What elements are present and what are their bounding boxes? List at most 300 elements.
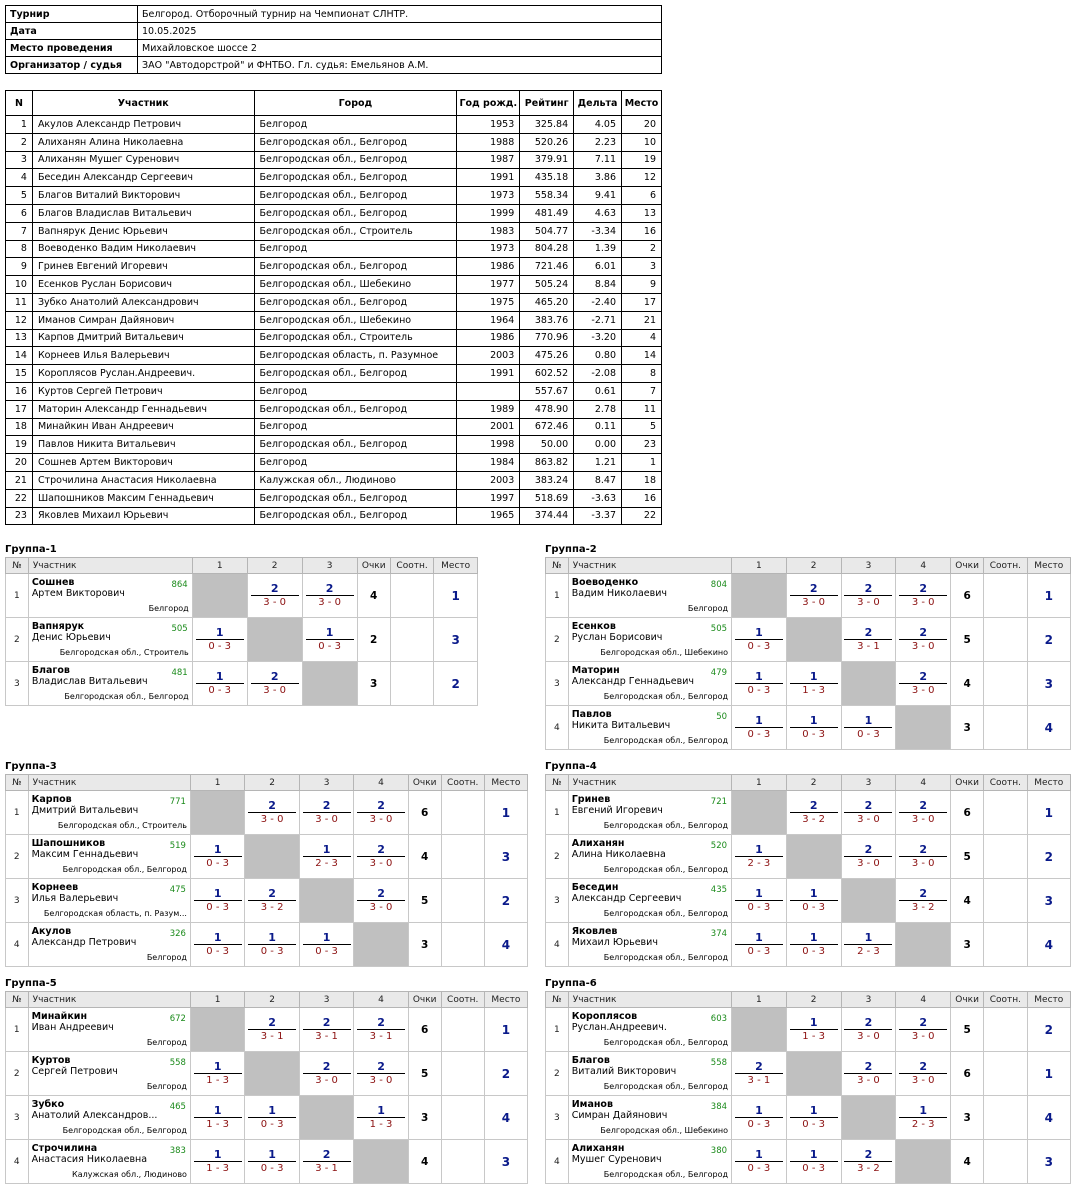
participant-cell: 1965: [457, 507, 520, 525]
col-n-header: №: [6, 558, 29, 574]
match-points: 1: [303, 931, 351, 945]
match-result: [732, 706, 787, 750]
player-name: Анастасия Николаевна: [31, 1154, 148, 1165]
player-city: Белгород: [146, 1082, 187, 1091]
participant-cell: 11: [622, 400, 662, 418]
col-opponent-header: 1: [190, 775, 244, 791]
result-box: [844, 1060, 892, 1087]
player-name: Анатолий Александров...: [31, 1110, 158, 1121]
participant-cell: Калужская обл., Людиново: [254, 471, 457, 489]
player-city: Белгород: [148, 604, 189, 613]
participant-cell: 770.96: [520, 329, 574, 347]
self-cell: [841, 662, 896, 706]
col-n-header: №: [546, 775, 569, 791]
col-n-header: №: [546, 558, 569, 574]
match-result: [841, 835, 896, 879]
player-number: 3: [546, 662, 569, 706]
group-player-row: [546, 1140, 1071, 1184]
participant-cell: Есенков Руслан Борисович: [32, 276, 254, 294]
player-rating: 519: [169, 841, 186, 851]
participant-row: [6, 471, 662, 489]
match-score: 1 - 3: [206, 1119, 229, 1130]
participant-cell: 0.61: [574, 382, 622, 400]
player-surname: Благов: [31, 665, 70, 676]
info-row: [6, 6, 662, 23]
participant-cell: Благов Виталий Викторович: [32, 187, 254, 205]
ratio-cell: [984, 1008, 1027, 1052]
participant-cell: 9: [6, 258, 33, 276]
match-result: [841, 1140, 896, 1184]
self-cell: [245, 1052, 299, 1096]
match-score: 3 - 0: [911, 814, 935, 825]
participant-cell: 504.77: [520, 222, 574, 240]
ratio-cell: [441, 879, 484, 923]
col-opponent-header: 3: [302, 558, 357, 574]
player-city: Белгородская обл., Белгород: [603, 909, 729, 918]
match-result: [896, 879, 951, 923]
participant-cell: 475.26: [520, 347, 574, 365]
total-points: 3: [408, 1096, 441, 1140]
participant-cell: 17: [622, 293, 662, 311]
player-name: Артем Викторович: [31, 588, 125, 599]
final-place: 2: [484, 879, 527, 923]
result-box: [735, 714, 783, 741]
participants-table: [5, 90, 662, 525]
participant-cell: 8.47: [574, 471, 622, 489]
result-box: [357, 843, 405, 870]
match-result: [786, 706, 841, 750]
participant-cell: Воеводенко Вадим Николаевич: [32, 240, 254, 258]
player-rating: 50: [716, 712, 728, 722]
match-result: [786, 879, 841, 923]
match-score: 3 - 1: [260, 1031, 284, 1042]
participant-cell: 4: [6, 169, 33, 187]
group-1: [5, 543, 478, 706]
match-result: [190, 923, 244, 967]
group-player-row: [546, 923, 1071, 967]
participant-cell: 3.86: [574, 169, 622, 187]
match-score: 3 - 0: [857, 1031, 880, 1042]
result-box: [303, 1060, 351, 1087]
ratio-cell: [984, 1096, 1027, 1140]
participant-row: [6, 400, 662, 418]
total-points: 3: [951, 923, 984, 967]
result-box: [844, 626, 892, 653]
result-box: [735, 887, 783, 914]
col-opponent-header: 4: [896, 775, 951, 791]
col-opponent-header: 2: [247, 558, 302, 574]
participant-cell: 383.76: [520, 311, 574, 329]
participants-header-row: [6, 91, 662, 116]
participant-row: [6, 116, 662, 134]
player-rating: 864: [171, 580, 188, 590]
player-surname: Корнеев: [31, 882, 79, 893]
participant-cell: Павлов Никита Витальевич: [32, 436, 254, 454]
match-points: 1: [248, 931, 296, 945]
player-surname: Беседин: [571, 882, 619, 893]
participant-cell: 2: [6, 133, 33, 151]
match-points: 2: [899, 1016, 947, 1030]
match-points: 1: [194, 843, 242, 857]
match-score: 3 - 0: [911, 1031, 935, 1042]
participant-cell: Белгородская обл., Белгород: [254, 365, 457, 383]
match-points: 2: [306, 582, 354, 596]
match-result: [896, 618, 951, 662]
group-title: Группа-1: [5, 544, 57, 555]
match-result: [786, 574, 841, 618]
participant-cell: 20: [6, 454, 33, 472]
match-score: 3 - 0: [857, 597, 880, 608]
player-name: Вадим Николаевич: [571, 588, 667, 599]
participant-cell: Белгород: [254, 454, 457, 472]
group-table: [545, 557, 1071, 750]
match-score: 3 - 0: [911, 858, 935, 869]
player-city: Белгородская обл., Белгород: [603, 736, 729, 745]
final-place: 1: [1027, 574, 1070, 618]
result-box: [790, 1104, 838, 1131]
player-number: 2: [6, 835, 29, 879]
result-box: [899, 843, 947, 870]
self-cell: [896, 923, 951, 967]
player-rating: 505: [171, 624, 188, 634]
match-score: 3 - 0: [911, 685, 935, 696]
ratio-cell: [441, 791, 484, 835]
match-points: 1: [790, 670, 838, 684]
participant-cell: Белгородская обл., Белгород: [254, 507, 457, 525]
participant-cell: Минайкин Иван Андреевич: [32, 418, 254, 436]
match-score: 0 - 3: [208, 641, 232, 652]
player-surname: Маторин: [571, 665, 620, 676]
col-points-header: Очки: [951, 558, 984, 574]
player-rating: 383: [169, 1146, 186, 1156]
player-cell: [28, 574, 192, 618]
participant-cell: 1984: [457, 454, 520, 472]
col-opponent-header: 4: [896, 558, 951, 574]
match-points: 1: [196, 626, 244, 640]
player-rating: 435: [710, 885, 728, 895]
match-points: 1: [194, 931, 242, 945]
match-score: 3 - 2: [911, 902, 935, 913]
final-place: 4: [1027, 923, 1070, 967]
participant-cell: 8: [6, 240, 33, 258]
result-box: [844, 1016, 892, 1043]
player-surname: Зубко: [31, 1099, 65, 1110]
col-opponent-header: 3: [299, 775, 353, 791]
match-points: 2: [844, 1148, 892, 1162]
self-cell: [245, 835, 299, 879]
participant-cell: Белгородская обл., Белгород: [254, 151, 457, 169]
col-ratio-header: Соотн.: [441, 992, 484, 1008]
column-header: Дельта: [574, 91, 622, 116]
final-place: 3: [1027, 879, 1070, 923]
self-cell: [354, 1140, 408, 1184]
match-result: [732, 1052, 787, 1096]
group-title: Группа-2: [545, 544, 597, 555]
match-result: [245, 1140, 299, 1184]
player-name: Максим Геннадьевич: [31, 849, 139, 860]
result-box: [194, 887, 242, 914]
match-points: 2: [248, 887, 296, 901]
match-score: 3 - 0: [315, 814, 338, 825]
match-score: 0 - 3: [260, 1119, 284, 1130]
result-box: [194, 1104, 242, 1131]
result-box: [196, 626, 244, 653]
match-score: 3 - 0: [911, 1075, 935, 1086]
match-score: 0 - 3: [747, 729, 771, 740]
player-cell: [28, 618, 192, 662]
player-city: Белгород: [687, 604, 729, 613]
col-opponent-header: 1: [732, 558, 787, 574]
match-result: [896, 1052, 951, 1096]
participant-row: [6, 454, 662, 472]
col-place-header: Место: [484, 775, 527, 791]
match-points: 2: [899, 887, 947, 901]
player-number: 1: [6, 791, 29, 835]
match-score: 3 - 2: [857, 1163, 880, 1174]
self-cell: [190, 1008, 244, 1052]
col-opponent-header: 3: [841, 558, 896, 574]
result-box: [357, 1016, 405, 1043]
player-city: Белгородская обл., Белгород: [62, 1126, 187, 1135]
result-box: [844, 931, 892, 958]
final-place: 1: [1027, 791, 1070, 835]
self-cell: [786, 835, 841, 879]
player-surname: Благов: [571, 1055, 610, 1066]
participant-cell: 1998: [457, 436, 520, 454]
total-points: 6: [951, 791, 984, 835]
match-points: 1: [735, 1148, 783, 1162]
participant-cell: 22: [622, 507, 662, 525]
group-header-row: [546, 775, 1071, 791]
player-name: Денис Юрьевич: [31, 632, 111, 643]
total-points: 3: [951, 706, 984, 750]
player-rating: 804: [710, 580, 728, 590]
participant-cell: 374.44: [520, 507, 574, 525]
participant-cell: Шапошников Максим Геннадьевич: [32, 489, 254, 507]
info-row: [6, 57, 662, 74]
participant-row: [6, 293, 662, 311]
participant-cell: 1953: [457, 116, 520, 134]
player-surname: Шапошников: [31, 838, 106, 849]
match-points: 2: [735, 1060, 783, 1074]
participant-row: [6, 204, 662, 222]
player-rating: 479: [710, 668, 728, 678]
match-result: [786, 923, 841, 967]
participant-cell: 11: [6, 293, 33, 311]
self-cell: [896, 706, 951, 750]
match-points: 2: [357, 887, 405, 901]
self-cell: [732, 1008, 787, 1052]
player-surname: Вапнярук: [31, 621, 85, 632]
player-cell: [568, 835, 731, 879]
info-key: Место проведения: [6, 40, 138, 57]
group-table: [5, 557, 478, 706]
participant-row: [6, 418, 662, 436]
player-city: Белгород: [146, 1038, 187, 1047]
participant-cell: 804.28: [520, 240, 574, 258]
ratio-cell: [984, 706, 1027, 750]
participant-cell: 0.11: [574, 418, 622, 436]
match-points: 2: [844, 626, 892, 640]
total-points: 4: [408, 835, 441, 879]
ratio-cell: [390, 662, 434, 706]
group-player-row: [6, 791, 528, 835]
participant-cell: Маторин Александр Геннадьевич: [32, 400, 254, 418]
match-points: 1: [790, 1148, 838, 1162]
col-opponent-header: 4: [354, 992, 408, 1008]
group-player-row: [6, 662, 478, 706]
self-cell: [841, 1096, 896, 1140]
match-score: 0 - 3: [747, 685, 771, 696]
match-result: [247, 662, 302, 706]
col-opponent-header: 4: [896, 992, 951, 1008]
participant-cell: Корнеев Илья Валерьевич: [32, 347, 254, 365]
player-name: Александр Сергеевич: [571, 893, 682, 904]
group-player-row: [546, 835, 1071, 879]
participant-cell: 1975: [457, 293, 520, 311]
match-score: 3 - 0: [802, 597, 825, 608]
participant-cell: 16: [622, 222, 662, 240]
participant-cell: Белгород: [254, 240, 457, 258]
col-player-header: Участник: [28, 775, 190, 791]
player-cell: [568, 574, 731, 618]
participant-cell: 12: [622, 169, 662, 187]
participant-cell: 8.84: [574, 276, 622, 294]
column-header: Участник: [32, 91, 254, 116]
player-name: Дмитрий Витальевич: [31, 805, 139, 816]
info-row: [6, 40, 662, 57]
total-points: 3: [951, 1096, 984, 1140]
group-table: [5, 991, 528, 1184]
participant-cell: 4.05: [574, 116, 622, 134]
match-result: [896, 662, 951, 706]
participant-cell: 2003: [457, 347, 520, 365]
participant-cell: 10: [622, 133, 662, 151]
player-rating: 326: [169, 929, 186, 939]
participant-cell: 1991: [457, 169, 520, 187]
match-points: 1: [357, 1104, 405, 1118]
participant-cell: Строчилина Анастасия Николаевна: [32, 471, 254, 489]
player-name: Виталий Викторович: [571, 1066, 677, 1077]
match-result: [354, 1052, 408, 1096]
match-result: [299, 923, 353, 967]
player-number: 4: [546, 706, 569, 750]
participant-cell: 6: [6, 204, 33, 222]
ratio-cell: [441, 835, 484, 879]
participant-cell: 672.46: [520, 418, 574, 436]
match-points: 1: [735, 931, 783, 945]
match-points: 2: [248, 1016, 296, 1030]
participant-cell: 721.46: [520, 258, 574, 276]
col-player-header: Участник: [568, 775, 731, 791]
player-name: Никита Витальевич: [571, 720, 671, 731]
participant-cell: 1991: [457, 365, 520, 383]
player-surname: Карпов: [31, 794, 72, 805]
result-box: [844, 714, 892, 741]
total-points: 5: [408, 1052, 441, 1096]
match-points: 2: [790, 582, 838, 596]
col-place-header: Место: [1027, 558, 1070, 574]
participant-cell: Белгородская обл., Белгород: [254, 400, 457, 418]
group-table: [545, 774, 1071, 967]
match-result: [841, 1052, 896, 1096]
player-cell: [568, 1140, 731, 1184]
participant-cell: 14: [622, 347, 662, 365]
player-cell: [568, 618, 731, 662]
player-number: 1: [546, 574, 569, 618]
match-points: 2: [303, 1016, 351, 1030]
self-cell: [786, 618, 841, 662]
ratio-cell: [984, 618, 1027, 662]
match-score: 3 - 2: [802, 814, 825, 825]
match-result: [299, 791, 353, 835]
col-ratio-header: Соотн.: [441, 775, 484, 791]
result-box: [790, 887, 838, 914]
group-player-row: [546, 1096, 1071, 1140]
participant-cell: Алиханян Алина Николаевна: [32, 133, 254, 151]
participant-row: [6, 258, 662, 276]
player-name: Сергей Петрович: [31, 1066, 118, 1077]
total-points: 6: [951, 574, 984, 618]
total-points: 6: [951, 1052, 984, 1096]
group-5: [5, 977, 528, 1184]
result-box: [248, 887, 296, 914]
participant-cell: 2: [622, 240, 662, 258]
match-points: 2: [844, 1060, 892, 1074]
match-result: [192, 618, 247, 662]
player-name: Илья Валерьевич: [31, 893, 119, 904]
participant-cell: 2.23: [574, 133, 622, 151]
col-opponent-header: 2: [245, 775, 299, 791]
player-cell: [568, 706, 731, 750]
result-box: [194, 931, 242, 958]
self-cell: [896, 1140, 951, 1184]
player-number: 3: [6, 879, 29, 923]
player-cell: [28, 879, 190, 923]
match-score: 3 - 1: [857, 641, 880, 652]
match-points: 2: [844, 799, 892, 813]
participant-cell: 1983: [457, 222, 520, 240]
col-points-header: Очки: [357, 558, 390, 574]
col-opponent-header: 1: [190, 992, 244, 1008]
match-score: 3 - 1: [747, 1075, 771, 1086]
group-4: [545, 760, 1071, 967]
participant-cell: 481.49: [520, 204, 574, 222]
participant-row: [6, 329, 662, 347]
col-opponent-header: 2: [786, 775, 841, 791]
result-box: [251, 582, 299, 609]
match-score: 0 - 3: [802, 902, 825, 913]
col-opponent-header: 3: [841, 992, 896, 1008]
participant-row: [6, 347, 662, 365]
participant-cell: Белгородская обл., Белгород: [254, 204, 457, 222]
player-name: Александр Геннадьевич: [571, 676, 695, 687]
result-box: [735, 931, 783, 958]
group-title: Группа-5: [5, 978, 57, 989]
participant-cell: 1.39: [574, 240, 622, 258]
match-score: 3 - 1: [369, 1031, 393, 1042]
player-rating: 721: [710, 797, 728, 807]
column-header: Год рожд.: [457, 91, 520, 116]
self-cell: [299, 879, 353, 923]
participant-cell: 21: [6, 471, 33, 489]
player-surname: Яковлев: [571, 926, 618, 937]
match-points: 2: [357, 1060, 405, 1074]
participant-cell: 465.20: [520, 293, 574, 311]
match-score: 0 - 3: [857, 729, 880, 740]
col-n-header: №: [546, 992, 569, 1008]
match-result: [302, 618, 357, 662]
